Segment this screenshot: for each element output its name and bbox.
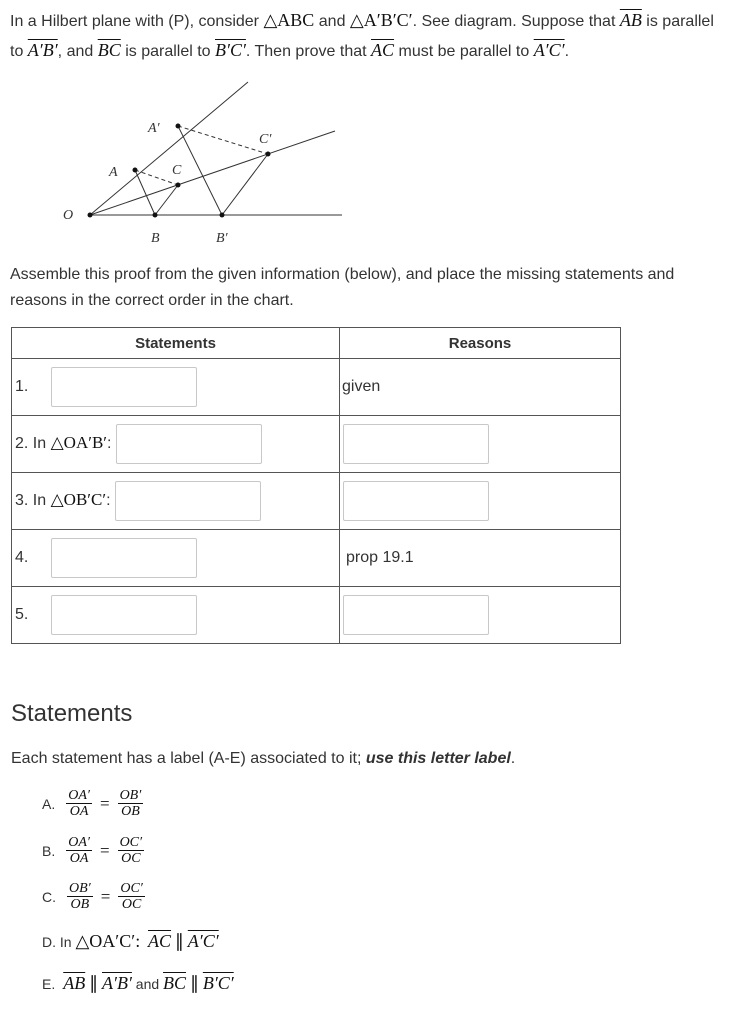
segment-apbp-line [178,126,222,215]
point-c [176,183,181,188]
statement-option-b[interactable] [42,835,147,867]
parallel-symbol: ∥ [89,973,99,993]
row-number: 5. [15,606,29,623]
proof-table [11,327,621,644]
fraction [66,835,92,867]
colon: : [107,435,112,453]
segment-apcp: A′C′ [533,40,565,60]
table-row [12,587,621,644]
statements-note [11,750,515,768]
fraction [118,835,145,867]
denominator: OB [121,804,140,819]
statement-dropbox[interactable] [116,424,262,464]
option-label: E. [42,975,56,992]
row-number: 4. [15,549,29,566]
option-label: C. [42,889,56,905]
segment-bpcp: B′C′ [215,40,246,60]
intro-text: . See diagram. Suppose that [412,13,616,30]
parallel-symbol: ∥ [174,931,184,951]
segment-apcp: A′C′ [187,931,219,951]
fraction [67,881,93,913]
statement-option-a[interactable] [42,788,146,820]
statement-option-d[interactable] [42,931,219,952]
label-bp: B′ [216,231,228,246]
colon: : [135,931,141,951]
numerator: OC′ [119,835,143,850]
row-number: 1. [15,378,29,395]
statement-dropbox[interactable] [51,595,197,635]
equals-sign: = [100,887,111,906]
equals-sign: = [99,841,110,860]
numerator: OB′ [69,881,91,896]
triangle-oapcp: △OA′C′ [75,931,136,951]
intro-text: is parallel to [10,13,714,60]
statement-cell [12,587,340,644]
row-number: 3. In [15,492,47,509]
segment-bc-line [155,185,178,215]
statements-heading: Statements [11,700,133,727]
segment-apbp: A′B′ [27,40,58,60]
reason-cell [340,473,621,530]
label-a: A [109,165,118,180]
fraction [118,788,144,820]
colon: : [106,492,111,510]
ray-oa [90,82,248,215]
reason-dropbox[interactable] [343,481,489,521]
point-a [133,168,138,173]
segment-ac: $\overline{AC}$ [148,931,172,951]
table-row [12,359,621,416]
row-number: 2. In [15,435,47,452]
point-b [153,213,158,218]
note-text: . [510,750,516,767]
segment-ab: $\overline{AB}$ [63,973,86,993]
segment-bc: $\overline{BC}$ [97,40,121,60]
numerator: OA′ [68,835,90,850]
option-label: B. [42,843,56,859]
numerator: OC′ [120,881,143,896]
reason-dropbox[interactable] [343,595,489,635]
table-row [12,416,621,473]
table-row [12,530,621,587]
reasons-header: Reasons [340,328,621,359]
geometry-diagram [0,76,360,256]
label-o: O [63,208,74,223]
instructions: Assemble this proof from the given information (below), and place the missing statements and reasons in the correct order in the chart. [10,266,675,309]
point-ap [176,124,181,129]
statement-dropbox[interactable] [115,481,261,521]
equals-sign: = [99,794,110,813]
fraction [66,788,92,820]
triangle-oapbp: △OA′B′ [50,433,107,453]
denominator: OC [121,897,142,912]
and-text: and [135,975,160,992]
reason-cell [340,416,621,473]
segment-bc: $\overline{BC}$ [163,973,187,993]
segment-ab-line [135,170,155,215]
reason-text: given [342,378,381,395]
ray-oc [90,131,335,215]
reason-dropbox[interactable] [343,424,489,464]
reason-cell [340,359,621,416]
point-bp [220,213,225,218]
statement-cell [12,473,340,530]
statement-cell [12,530,340,587]
statements-header: Statements [12,328,340,359]
segment-bpcp-line [222,154,268,215]
parallel-symbol: ∥ [189,973,199,993]
reason-cell [340,530,621,587]
table-row [12,473,621,530]
segment-apbp: A′B′ [102,973,132,993]
intro-text: must be parallel to [398,43,530,60]
denominator: OA [69,851,89,866]
label-c: C [172,163,182,178]
intro-text: is parallel to [125,43,211,60]
segment-apcp-dashed [178,126,268,154]
option-label: D. In [42,933,72,950]
note-emphasis: use this letter label [365,750,511,767]
point-o [88,213,93,218]
segment-ab: $\overline{AB}$ [619,10,642,30]
statement-cell [12,416,340,473]
numerator: OB′ [119,788,142,803]
label-ap: A′ [148,121,160,136]
statement-dropbox[interactable] [51,538,197,578]
triangle-apbpcp: △A′B′C′ [349,10,413,30]
triangle-abc: △ABC [263,10,315,30]
option-label: A. [42,796,56,812]
reason-text: prop 19.1 [346,549,414,566]
segment-ac: $\overline{AC}$ [371,40,395,60]
denominator: OC [121,851,141,866]
intro-text: and [318,13,346,30]
intro-text: . Then prove that [245,43,367,60]
statement-cell [12,359,340,416]
triangle-obpcp: △OB′C′ [50,490,107,510]
denominator: OB [70,897,90,912]
fraction [118,881,145,913]
label-cp: C′ [259,132,272,147]
point-cp [266,152,271,157]
note-text: Each statement has a label (A-E) associated to it; [11,750,362,767]
label-b: B [151,231,160,246]
reason-cell [340,587,621,644]
statement-option-c[interactable] [42,881,148,913]
intro-text: . [564,43,570,60]
denominator: OA [69,804,89,819]
segment-bpcp: B′C′ [202,973,234,993]
statement-dropbox[interactable] [51,367,197,407]
intro-text: , and [57,43,94,60]
numerator: OA′ [68,788,90,803]
problem-statement [10,6,730,66]
statement-option-e[interactable] [42,973,234,994]
intro-text: In a Hilbert plane with (P), consider [10,13,259,30]
